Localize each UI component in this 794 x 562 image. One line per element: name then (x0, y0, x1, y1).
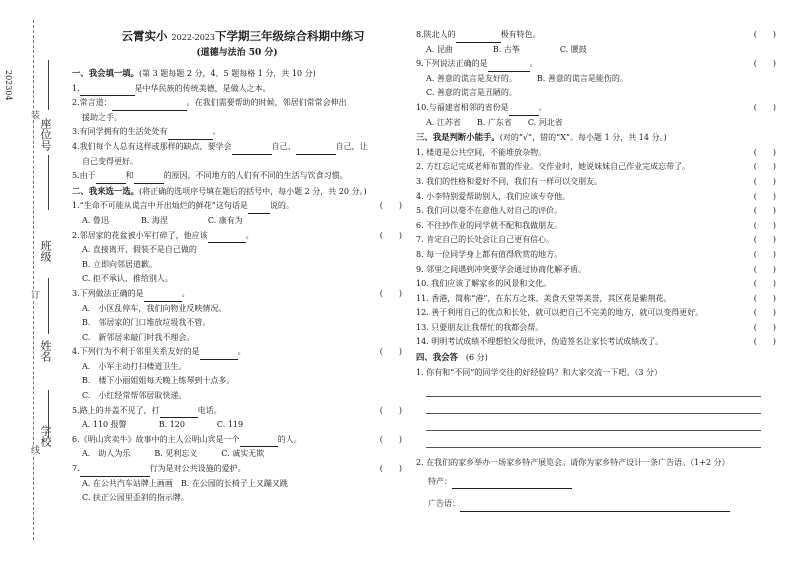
s2-q3-opt-c: C. 新邻居来敲门时我不理会。 (82, 332, 195, 342)
binding-strip (0, 0, 70, 562)
s3-answer[interactable]: ( ) (753, 220, 776, 230)
s3-answer[interactable]: ( ) (753, 235, 776, 245)
s2-q4: 4.下列行为不利于邻里关系友好的是 。 ( ) (72, 345, 402, 360)
field-name-line[interactable] (48, 278, 49, 334)
s1-q1: 1. 是中华民族的传统美德，是做人之本。 (72, 82, 402, 97)
field-school-label: 学校 (39, 425, 52, 447)
field-class-line[interactable] (48, 155, 49, 210)
s3-item: 11. 香港，简称“港”，在东方之珠、美食天堂等美誉，其区花是紫荆花。 ( ) (416, 292, 776, 307)
s3-answer[interactable]: ( ) (753, 308, 776, 318)
exam-title (84, 28, 402, 46)
field-name-label: 姓名 (39, 340, 52, 362)
s2-q3-blank[interactable] (144, 291, 182, 302)
paper-code: 202304 (4, 70, 13, 101)
section3-heading (416, 130, 776, 146)
s2-q1: 1.“生命不可能从谎言中开出灿烂的鲜花”这句话是 说的。 ( ) (72, 199, 402, 214)
s2-q4-opt-a: A. 小军主动打扫楼道卫生。 (82, 361, 187, 371)
s2-q10: 10.与福建省相邻的省份是 。 ( ) (416, 101, 776, 116)
s3-item: 4. 小李特别爱帮助别人，我们应该专夸他。 ( ) (416, 190, 776, 205)
s1-q5-blank2[interactable] (134, 173, 164, 184)
cut-line (33, 20, 34, 540)
s2-q10-options: A. 江苏省 B. 广东省 C. 河北省 (426, 117, 563, 127)
s3-answer[interactable]: ( ) (753, 337, 776, 347)
s1-q3: 3.有同学拥有的生活处处有 。 (72, 125, 402, 140)
left-column (72, 28, 402, 506)
seal-char-ding: 订 (29, 290, 39, 299)
s1-q4-blank1[interactable] (232, 144, 272, 155)
seal-char-zhuang: 装 (29, 110, 39, 119)
s3-answer[interactable]: ( ) (753, 249, 776, 259)
s4-q2: 2. 在我们的家乡举办一场家乡特产展览会。请你为家乡特产设计一条广告语。（1+2 分） (416, 458, 730, 468)
section1-title: 一、我会填一填。 (72, 68, 139, 78)
s2-q4-answer[interactable]: ( ) (379, 347, 402, 357)
section2-note: (将正确的选项序号填在题后的括号中，每小题 2 分，共 20 分。) (139, 186, 367, 196)
s2-q7-opt-c: C. 扶正公园里歪斜的指示牌。 (82, 493, 189, 503)
s3-answer[interactable]: ( ) (753, 279, 776, 289)
s2-q9-answer[interactable]: ( ) (753, 59, 776, 69)
s2-q1-options: A. 鲁迅 B. 海涅 C. 康有为 (82, 215, 243, 225)
s1-q5-blank1[interactable] (96, 173, 126, 184)
s1-q4-line2: 自己变得更好。 (82, 156, 138, 166)
s2-q10-answer[interactable]: ( ) (753, 102, 776, 112)
s3-answer[interactable]: ( ) (753, 162, 776, 172)
section3-title: 三、我是判断小能手。 (416, 132, 500, 143)
s2-q10-blank[interactable] (509, 105, 539, 116)
s2-q5-options: A. 110 报警 B. 120 C. 119 (82, 420, 244, 430)
s2-q8: 8.陕北人的 极有特色。 ( ) (416, 28, 776, 43)
s2-q2-opt-c: C. 拒不承认、推给别人。 (82, 274, 173, 284)
s2-q9-blank[interactable] (488, 61, 530, 72)
s3-item: 12. 善于利用自己的优点和长处，就可以把自己不完美的地方，就可以变得更好。 ( ) (416, 306, 776, 321)
section2-heading (72, 184, 402, 200)
s1-q3-blank[interactable] (168, 129, 213, 140)
s3-answer[interactable]: ( ) (753, 264, 776, 274)
s3-item: 5. 我们可以毫不在意他人对自己的评价。 ( ) (416, 204, 776, 219)
s4-q1-answer-line[interactable] (426, 383, 761, 397)
field-class-label: 班级 (39, 240, 52, 262)
s3-item: 3. 我们的性格和爱好不同，我们有一样可以交朋友。 ( ) (416, 175, 776, 190)
s2-q4-opt-b: B. 楼下小丽姐姐每天晚上练琴到十点多。 (82, 376, 235, 386)
s2-q5-blank[interactable] (160, 407, 198, 418)
s2-q2-blank[interactable] (208, 232, 246, 243)
s2-q9-opt-c: C. 善意的谎言是丑陋的。 (426, 88, 517, 98)
s2-q3-opt-a: A. 小区乱停车，我们向物业反映情况。 (82, 303, 227, 313)
s3-item: 14. 明明考试成绩不理想怕父母批评，伪造签名让家长考试成绩改了。 ( ) (416, 335, 776, 350)
s2-q3-answer[interactable]: ( ) (379, 288, 402, 298)
s3-answer[interactable]: ( ) (753, 191, 776, 201)
s2-q1-answer[interactable]: ( ) (379, 201, 402, 211)
section4-title: 四、我会答 (416, 352, 458, 363)
s2-q2-answer[interactable]: ( ) (379, 230, 402, 240)
s3-answer[interactable]: ( ) (753, 293, 776, 303)
s2-q8-blank[interactable] (456, 32, 501, 43)
s4-q1-answer-line[interactable] (426, 400, 761, 414)
s2-q2-opt-a: A. 直接离开、假装不是自己做的 (82, 245, 197, 255)
s2-q2-opt-b: B. 立即向邻居道歉。 (82, 259, 157, 269)
s2-q6-blank[interactable] (240, 436, 278, 447)
s2-q4-blank[interactable] (200, 349, 238, 360)
s4-q1-answer-line[interactable] (426, 434, 761, 448)
s2-q3-opt-b: B. 邻居家的门口堆放垃圾我不管。 (82, 318, 211, 328)
s2-q1-blank[interactable] (248, 203, 270, 214)
s4-q2-slogan: 广告语： (416, 497, 776, 512)
s3-item: 13. 只要朋友让我帮忙的我都会帮。 ( ) (416, 321, 776, 336)
s4-q2-slogan-blank[interactable] (460, 501, 730, 512)
s1-q2-line2: 援助之手。 (82, 112, 122, 122)
field-school-line[interactable] (48, 390, 49, 438)
s2-q5-answer[interactable]: ( ) (379, 405, 402, 415)
s2-q9-options-ab: A. 善意的谎言是友好的。 B. 善意的谎言是能伤的。 (426, 73, 628, 83)
s3-item: 10. 我们应该了解家乡的风景和文化。 ( ) (416, 277, 776, 292)
s2-q7-blank[interactable] (80, 466, 150, 477)
s1-q2-blank[interactable] (112, 100, 187, 111)
s3-item: 9. 邻里之间遇到冲突要学会通过协商化解矛盾。 ( ) (416, 263, 776, 278)
school-name: 云霄实小 (121, 29, 168, 43)
s3-item: 6. 不往抄作业的同学就不配和我做朋友。 ( ) (416, 219, 776, 234)
s2-q7: 7. 行为是对公共设施的爱护。 ( ) (72, 462, 402, 477)
s3-item: 1. 楼道是公共空间，不能堆放杂物。 ( ) (416, 146, 776, 161)
s4-q1-answer-line[interactable] (426, 417, 761, 431)
section1-heading (72, 66, 402, 82)
s1-q4-blank2[interactable] (296, 144, 336, 155)
s4-q2-product-blank[interactable] (452, 478, 572, 489)
s1-q4: 4.我们每个人总有这样或那样的缺点，要学会 自己、 自己，让 (72, 140, 402, 155)
s3-answer[interactable]: ( ) (753, 147, 776, 157)
s3-item: 7. 肯定自己的长处会让自己更有信心。 ( ) (416, 233, 776, 248)
s3-item: 2. 方红忘记完成老师布置的作业。交作业时，她说妹妹自己作业完成忘带了。 ( ) (416, 160, 776, 175)
section1-note: (第 3 题每题 2 分，4、5 题每格 1 分，共 10 分) (139, 69, 316, 78)
s2-q8-options: A. 昆曲 B. 古筝 C. 腰鼓 (426, 44, 587, 54)
s2-q5: 5.路上的井盖不见了，打 电话。 ( ) (72, 404, 402, 419)
s2-q4-opt-c: C. 小红经常帮邻居取快递。 (82, 391, 187, 401)
s2-q6-options: A. 助人为乐 B. 见利忘义 C. 诚实无欺 (82, 449, 265, 459)
s1-q1-blank[interactable] (80, 85, 135, 96)
s2-q9: 9.下列说法正确的是 。 ( ) (416, 57, 776, 72)
field-seat-line[interactable] (48, 60, 49, 110)
s2-q2: 2.邻居家的花盆被小军打碎了，他应该 。 ( ) (72, 229, 402, 244)
s2-q8-answer[interactable]: ( ) (753, 30, 776, 39)
s2-q6-answer[interactable]: ( ) (379, 434, 402, 444)
s4-q1: 1. 你有和“不同”的同学交往的好经验吗？和大家交流一下吧。（3 分） (416, 367, 662, 377)
s2-q6: 6.《明山宾卖牛》故事中的主人公明山宾是一个 的人。 ( ) (72, 433, 402, 448)
s1-q2: 2.常言道： 。在我们需要帮助的时候，邻居们常常会伸出 (72, 96, 402, 111)
s3-answer[interactable]: ( ) (753, 206, 776, 216)
section3-note: (对的“√”，错的“X”。每小题 1 分，共 14 分。) (499, 133, 667, 143)
s1-q5: 5.由于 和 的原因，不同地方的人们有不同的生活与饮食习惯。 (72, 169, 402, 184)
s2-q3: 3.下列做法正确的是 。 ( ) (72, 287, 402, 302)
s3-answer[interactable]: ( ) (753, 322, 776, 332)
section2-title: 二、我来选一选。 (72, 185, 139, 196)
s2-q7-options-ab: A. 在公共汽车站牌上画画 B. 在公园的长椅子上又蹦又跳 (82, 478, 288, 488)
section4-note: (6 分) (465, 353, 488, 363)
s3-item: 8. 每一位同学身上都有值得欣赏的地方。 ( ) (416, 248, 776, 263)
s3-answer[interactable]: ( ) (753, 176, 776, 186)
field-seat-label: 座位号 (39, 118, 52, 151)
s4-q2-product: 特产： (416, 475, 776, 490)
exam-title-text: 下学期三年级综合科期中练习 (214, 29, 365, 43)
s2-q7-answer[interactable]: ( ) (379, 464, 402, 474)
right-column (416, 28, 776, 512)
school-year: 2022-2023 (171, 33, 215, 42)
section4-heading (416, 350, 776, 366)
exam-subtitle: (道德与法治 50 分) (196, 48, 278, 58)
seal-char-xian: 线 (29, 445, 39, 454)
